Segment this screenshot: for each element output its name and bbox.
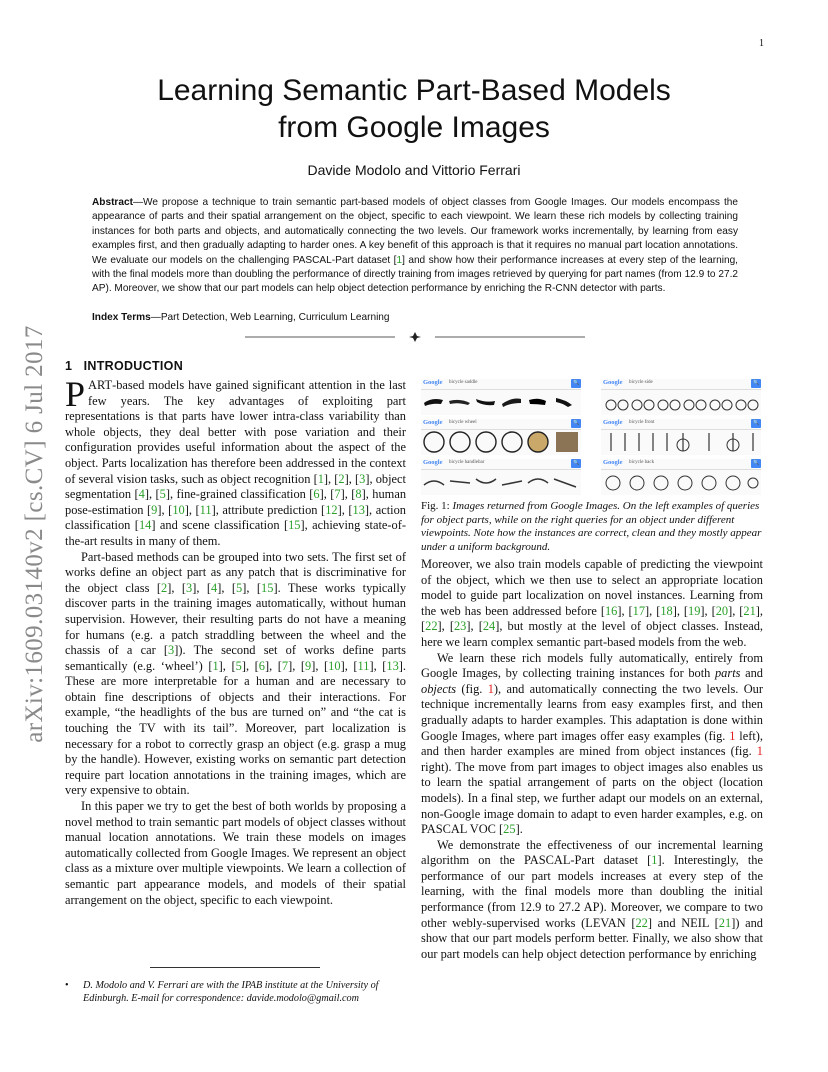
thumb-strip-bicycles <box>603 391 759 413</box>
arxiv-stamp: arXiv:1609.03140v2 [cs.CV] 6 Jul 2017 <box>21 325 48 743</box>
search-icon <box>571 459 581 468</box>
thumb-strip-wheels <box>422 431 580 453</box>
figure-1 <box>421 379 764 497</box>
abstract-label: Abstract <box>92 197 133 208</box>
search-icon <box>571 379 581 388</box>
search-icon <box>751 419 761 428</box>
divider-star-icon <box>409 332 421 342</box>
thumb-image <box>474 391 497 413</box>
query-panel-saddle <box>421 379 581 415</box>
footnote-rule <box>150 967 320 968</box>
query-panel-wheel <box>421 419 581 455</box>
figure-caption <box>421 500 764 554</box>
search-icon <box>571 419 581 428</box>
drop-cap: P <box>65 374 86 414</box>
query-text: bicycle back <box>629 460 655 465</box>
query-panel-side <box>601 379 761 415</box>
query-text: bicycle saddle <box>449 380 478 385</box>
title-line-1: Learning Semantic Part-Based Models <box>157 74 671 107</box>
thumb-image <box>500 391 523 413</box>
thumb-strip-fronts <box>603 431 759 453</box>
query-panel-back <box>601 459 761 495</box>
abstract-text-b: ] and show how their performance increases at every step of the learning, with the final models more than doubling the performance of directly training from images retrieved by querying for part names (from 12.9 to 27.2 AP). Moreover, we show that our part models can help object detection performance by enriching the R-CNN detector with parts. <box>92 254 738 295</box>
query-text: bicycle front <box>629 420 655 425</box>
section-divider <box>245 332 585 342</box>
google-logo: Google <box>603 459 623 466</box>
section-number: 1 <box>65 359 73 373</box>
paper-title <box>100 72 728 146</box>
abstract-citation[interactable]: 1 <box>396 254 403 266</box>
thumb-image <box>422 391 445 413</box>
google-logo: Google <box>603 379 623 386</box>
google-logo: Google <box>423 419 443 426</box>
abstract <box>92 196 738 297</box>
query-text: bicycle wheel <box>449 420 477 425</box>
page-number: 1 <box>759 38 764 49</box>
google-logo: Google <box>423 459 443 466</box>
thumb-strip-handlebars <box>422 471 580 493</box>
search-icon <box>751 379 761 388</box>
section-heading <box>65 359 183 373</box>
google-logo: Google <box>603 419 623 426</box>
query-panel-front <box>601 419 761 455</box>
query-text: bicycle handlebar <box>449 460 485 465</box>
footnote <box>65 979 406 1005</box>
thumb-image <box>448 391 471 413</box>
title-line-2: from Google Images <box>278 111 550 144</box>
index-terms <box>92 312 738 323</box>
thumb-image <box>552 391 575 413</box>
left-column: PART-based models have gained significant attention in the last few years. The key advantages of exploiting part representations is that parts have lower intra-class variability than whole objects, they deal better with pose variation and their configuration provides useful information about the aspect of the object. Parts localization has therefore been addressed in the context of several vision tasks, such as object recognition [1], [2], [3], object segmentation [4], [5], fine-grained classification [6], [7], [8], human pose-estimation [9], [10], [11], attribute prediction [12], [13], action classification [14] and scene classification [15], achieving state-of-the-art results in many of them. Part-based methods can be grouped into two sets. The first set of works define an object part as any patch that is discriminative for the object class [2], [3], [4], [5], [15]. These works typically discover parts in the training images automatically, without human supervision. However, their resulting parts do not have a meaning for humans (e.g. a patch straddling between the wheel and the chassis of a car [3]). The second set of works define parts semantically (e.g. ‘wheel’) [1], [5], [6], [7], [9], [10], [11], [13]. These are more interpretable for a human and are necessary to obtain fine descriptions of objects and their interactions. For example, “the headlights of the bus are turned on” and “the cat is touching the TV with its tail”. Moreover, part localization is necessary for a robot to correctly grasp an object (e.g. grasp a mug by the handle). However, existing works on semantic part detection require part location annotations in the training images, which are very expensive to obtain. In this paper we try to get the best of both worlds by proposing a novel method to train semantic part models of object classes without manual location annotations. We train these models on images automatically collected from Google Images. We represent an object class as a mixture over multiple viewpoints. We learn a collection of semantic part appearance models, and models of their spatial arrangement on the object, specific to each viewpoint. <box>65 374 407 907</box>
caption-label: Fig. 1: <box>421 500 453 512</box>
right-column: Moreover, we also train models capable of predicting the viewpoint of the object, which we then use to select an appropriate location model to guide part localization on novel instances. Learning from the web has been addressed before [16], [17], [18], [19], [20], [21], [22], [23], [24], but mostly at the level of object classes. Instead, here we learn complex semantic part-based models from the web. We learn these rich models fully automatically, entirely from Google Images, by collecting training instances for both parts and objects (fig. 1), and automatically connecting the two levels. Our technique incrementally learns from easy examples first, and then gradually adapts to harder examples. This adaptation is done within Google Images, where part images offer easy examples (fig. 1 left), and then harder examples are mined from object instances (fig. 1 right). The move from part images to object images also enables us to learn the spatial arrangement of parts on the object (location models). In a final step, we further adapt our models on an external, non-Google image domain to adapt to even harder examples, e.g. on PASCAL VOC [25]. We demonstrate the effectiveness of our incremental learning algorithm on the PASCAL-Part dataset [1]. Interestingly, the performance of our part models increases at every step of the learning, with the final models more than doubling the initial performance (from 12.9 to 27.2 AP). Moreover, we compare to two other webly-supervised works (LEVAN [22] and NEIL [21]) and show that our part models perform better. Finally, we also show that our part models can help object detection performance by enriching <box>421 557 764 961</box>
footnote-bullet: • <box>65 980 69 991</box>
index-terms-text: —Part Detection, Web Learning, Curriculum Learning <box>150 312 390 323</box>
index-terms-label: Index Terms <box>92 312 151 323</box>
caption-text: Images returned from Google Images. On the left examples of queries for object parts, while on the right queries for an object under different viewpoints. Note how the instances are correct, clean and they mostly appear under a uniform background. <box>421 500 762 553</box>
query-text: bicycle side <box>629 380 653 385</box>
google-logo: Google <box>423 379 443 386</box>
thumb-image <box>526 391 549 413</box>
authors: Davide Modolo and Vittorio Ferrari <box>307 162 521 178</box>
footnote-text: D. Modolo and V. Ferrari are with the IPAB institute at the University of Edinburgh. E-mail for correspondence: davide.modolo@gmail.com <box>83 980 379 1004</box>
section-title: INTRODUCTION <box>83 359 184 373</box>
query-panel-handlebar <box>421 459 581 495</box>
thumb-strip-backs <box>603 471 759 493</box>
abstract-text-a: —We propose a technique to train semantic part-based models of object classes from Google Images. Our models encompass the appearance of parts and their spatial arrangement on the object, specific to each viewpoint. We learn these rich models by collecting training instances for both parts and objects, and automatically connecting the two levels. Our framework works incrementally, by learning from easy examples first, and then gradually adapting to harder ones. A key benefit of this approach is that it requires no manual part location annotations. We evaluate our models on the challenging PASCAL-Part dataset [ <box>92 197 738 266</box>
search-icon <box>751 459 761 468</box>
